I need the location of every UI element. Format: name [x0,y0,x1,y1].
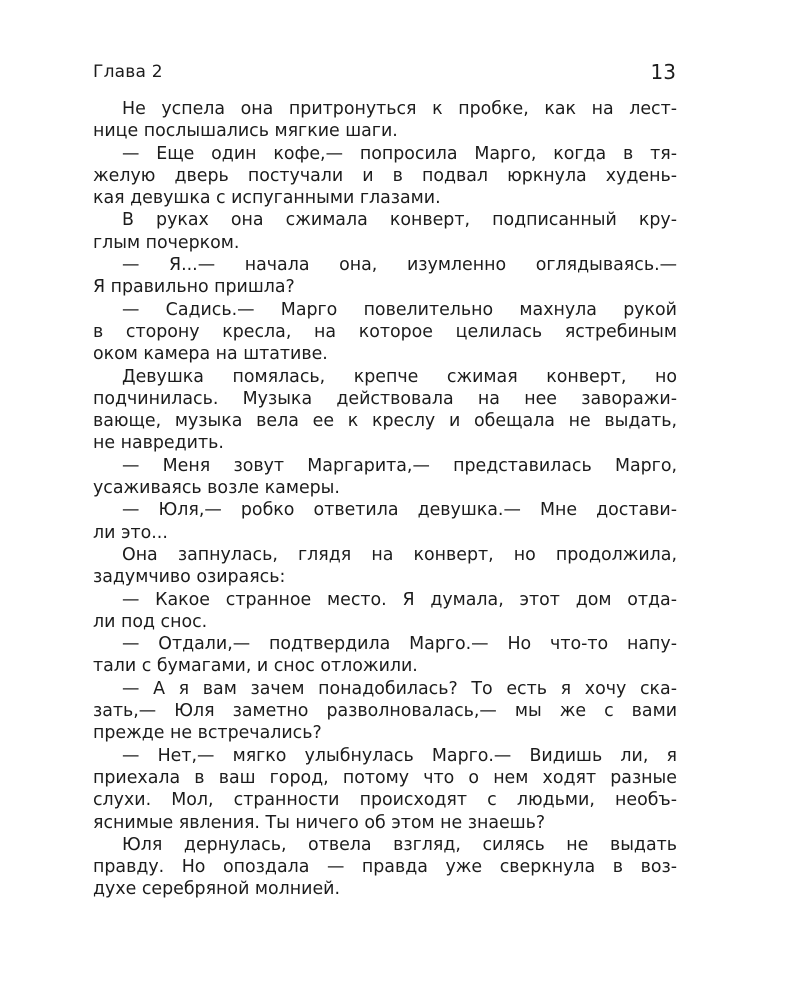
chapter-title: Глава 2 [93,62,163,82]
text-line: — Меня зовут Маргарита,— представилась Марго, [122,455,677,476]
body-text [93,98,677,901]
text-line: глым почерком. [93,232,240,253]
text-line: усаживаясь возле камеры. [93,478,340,499]
text-line: подчинилась. Музыка действовала на нее заворажи- [93,388,677,409]
text-line: не навредить. [93,433,224,454]
text-line: Юля дернулась, отвела взгляд, силясь не выдать [122,834,677,855]
page-number: 13 [650,60,676,84]
text-line: вающе, музыка вела ее к креслу и обещала не выдать, [93,411,677,432]
text-line: приехала в ваш город, потому что о нем ходят разные [93,767,677,788]
text-line: — Еще один кофе,— попросила Марго, когда в тя- [122,143,677,164]
text-line: Она запнулась, глядя на конверт, но продолжила, [122,544,677,565]
text-line: зать,— Юля заметно разволновалась,— мы же с вами [93,701,677,722]
text-line: — Нет,— мягко улыбнулась Марго.— Видишь ли, я [122,745,677,766]
text-line: Я правильно пришла? [93,277,295,298]
text-line: желую дверь постучали и в подвал юркнула худень- [93,165,677,186]
text-line: ли это... [93,522,168,543]
text-line: в сторону кресла, на которое целилась ястребиным [93,321,677,342]
text-line: Не успела она притронуться к пробке, как на лест- [122,99,677,119]
text-line: яснимые явления. Ты ничего об этом не знаешь? [93,812,546,833]
text-line: ли под снос. [93,611,208,632]
text-line: — А я вам зачем понадобилась? То есть я хочу ска- [122,678,677,699]
text-line: — Какое странное место. Я думала, этот дом отда- [122,589,677,610]
text-line: прежде не встречались? [93,723,322,744]
text-line: — Отдали,— подтвердила Марго.— Но что-то напу- [122,634,677,655]
text-line: — Садись.— Марго повелительно махнула рукой [122,299,677,320]
text-line: нице послышались мягкие шаги. [93,121,398,142]
text-line: задумчиво озираясь: [93,567,286,588]
text-line: оком камера на штативе. [93,344,328,365]
text-line: Девушка помялась, крепче сжимая конверт, но [122,366,677,387]
text-line: тали с бумагами, и снос отложили. [93,656,418,677]
text-line: — Юля,— робко ответила девушка.— Мне достави- [122,500,677,521]
text-line: В руках она сжимала конверт, подписанный кру- [122,210,677,231]
text-line: правду. Но опоздала — правда уже сверкнула в воз- [93,857,677,878]
text-line: — Я...— начала она, изумленно оглядываясь.— [122,255,677,276]
text-line: кая девушка с испуганными глазами. [93,188,441,209]
text-line: духе серебряной молнией. [93,879,340,900]
text-line: слухи. Мол, странности происходят с людьми, необъ- [93,790,677,811]
